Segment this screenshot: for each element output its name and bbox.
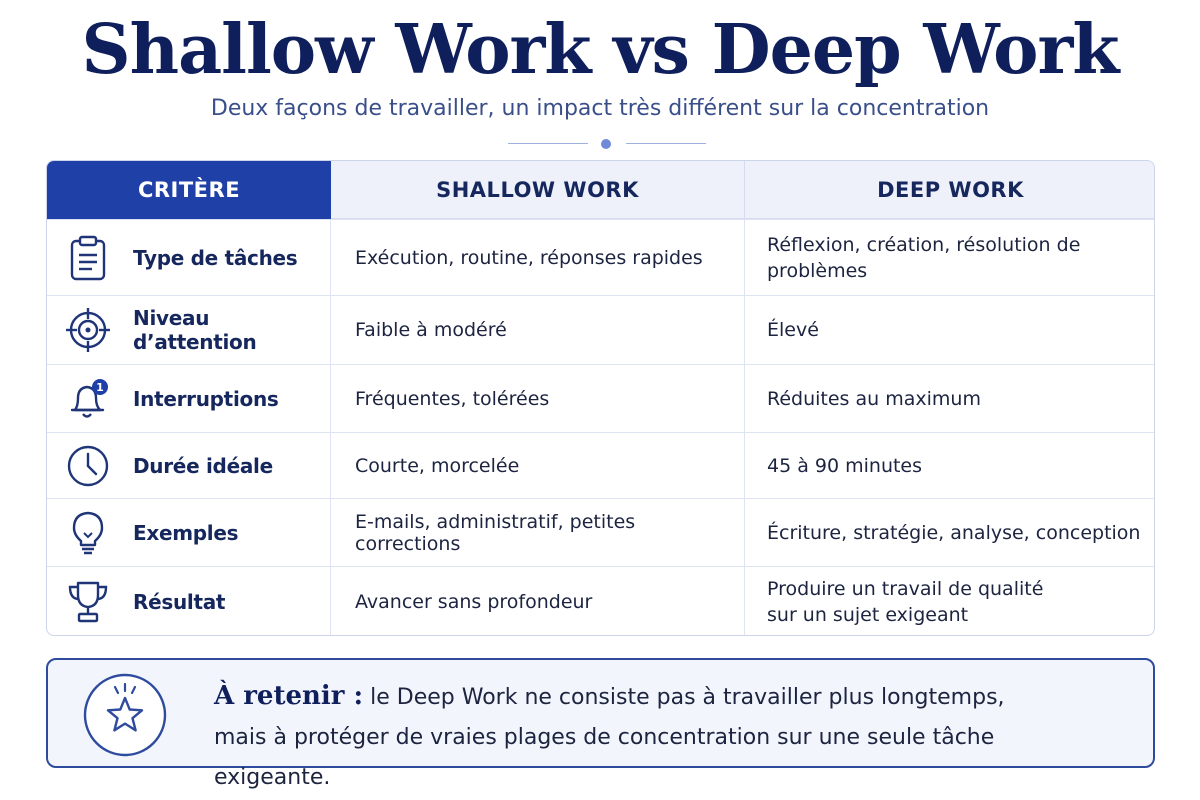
- table-row: [47, 364, 1154, 432]
- target-icon: [65, 307, 111, 353]
- deep-cell: Réflexion, création, résolution de problèmes: [767, 233, 1081, 282]
- criterion-label: Résultat: [133, 590, 226, 614]
- page-subtitle: Deux façons de travailler, un impact très différent sur la concentration: [210, 96, 990, 121]
- header-shallow-work: SHALLOW WORK: [331, 161, 745, 219]
- table-row: [47, 295, 1154, 364]
- shallow-cell: Courte, morcelée: [355, 454, 520, 477]
- comparison-table: [46, 160, 1155, 636]
- lightbulb-icon: [65, 510, 111, 556]
- table-row: [47, 566, 1154, 636]
- shallow-cell: E-mails, administratif, petites corrections: [355, 510, 636, 555]
- star-icon: [82, 672, 168, 758]
- criterion-label: Niveau d’attention: [133, 306, 257, 354]
- table-header: [47, 161, 1154, 219]
- criterion-label: Durée idéale: [133, 453, 273, 478]
- shallow-cell: Fréquentes, tolérées: [355, 387, 550, 410]
- takeaway-lead: À retenir :: [214, 681, 364, 711]
- shallow-cell: Faible à modéré: [355, 319, 507, 341]
- takeaway-box: [46, 658, 1155, 790]
- deep-cell: Élevé: [767, 319, 819, 341]
- clipboard-icon: [65, 235, 111, 281]
- deep-cell: Écriture, stratégie, analyse, conception: [767, 521, 1141, 544]
- header-criterion: CRITÈRE: [47, 161, 331, 219]
- notification-badge: 1: [96, 380, 104, 394]
- table-row: [47, 498, 1154, 566]
- criterion-label: Interruptions: [133, 386, 279, 411]
- shallow-cell: Exécution, routine, réponses rapides: [355, 246, 703, 269]
- criterion-label: Exemples: [133, 520, 239, 545]
- clock-icon: [65, 443, 111, 489]
- title-divider: [508, 138, 708, 150]
- criterion-label: Type de tâches: [133, 245, 298, 270]
- takeaway-text: [214, 676, 1114, 798]
- deep-cell: Produire un travail de qualité sur un sujet exigeant: [767, 578, 1044, 626]
- table-row: [47, 219, 1154, 295]
- takeaway-line-2: mais à protéger de vraies plages de concentration sur une seule tâche exigeante.: [214, 725, 995, 790]
- takeaway-line-1: le Deep Work ne consiste pas à travailler plus longtemps,: [363, 685, 1005, 710]
- deep-cell: 45 à 90 minutes: [767, 454, 923, 477]
- trophy-icon: [65, 579, 111, 625]
- page-title: Shallow Work vs Deep Work: [81, 10, 1119, 90]
- bell-notification-icon: [65, 376, 111, 422]
- header-deep-work: DEEP WORK: [877, 178, 1024, 202]
- shallow-cell: Avancer sans profondeur: [355, 591, 593, 613]
- deep-cell: Réduites au maximum: [767, 387, 981, 410]
- table-row: [47, 432, 1154, 498]
